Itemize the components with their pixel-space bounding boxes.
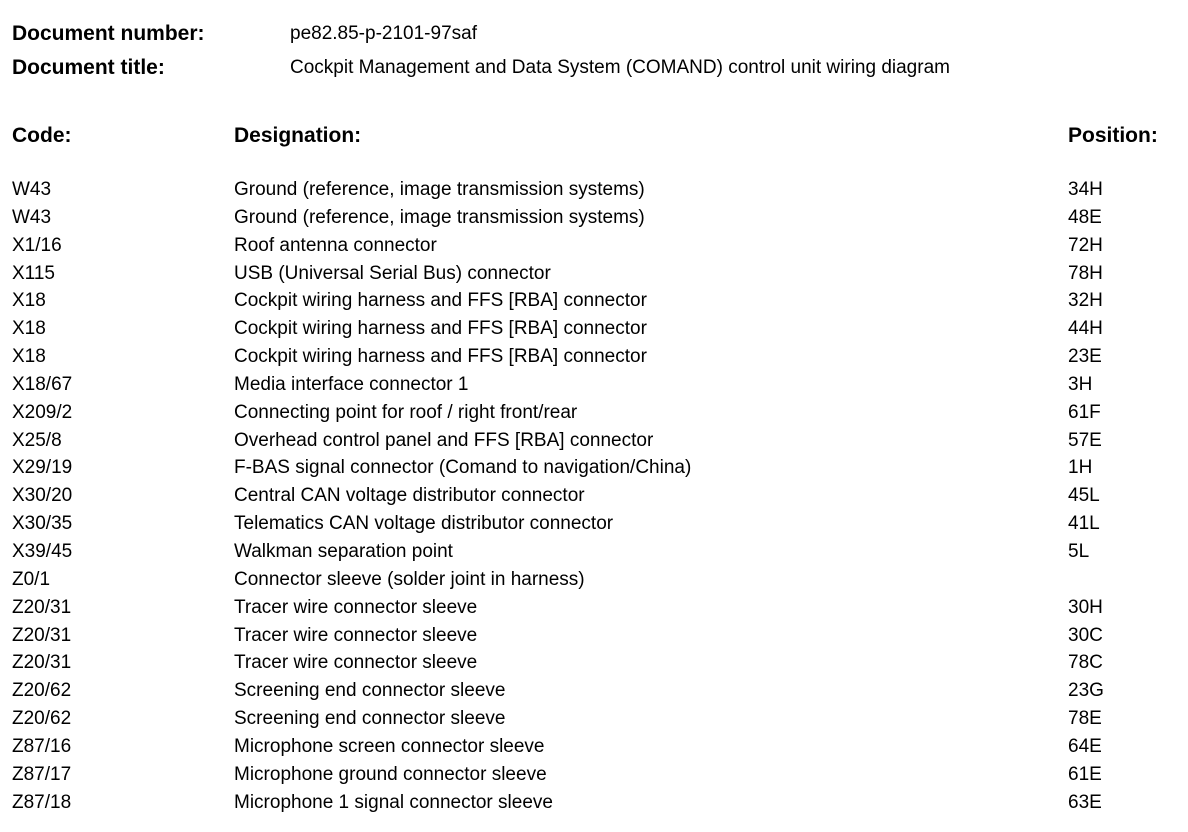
row-designation: Walkman separation point: [234, 540, 453, 562]
row-designation: Connector sleeve (solder joint in harness): [234, 568, 585, 590]
row-code: X29/19: [12, 457, 73, 479]
row-position: 30H: [1068, 596, 1103, 618]
document-title-label: Document title:: [12, 56, 165, 79]
row-position: 64E: [1068, 735, 1102, 757]
row-code: X209/2: [12, 401, 73, 423]
table-row: [0, 622, 1188, 650]
table-row: [0, 538, 1188, 566]
table-row: [0, 789, 1188, 817]
row-designation: Media interface connector 1: [234, 373, 469, 395]
row-code: Z87/18: [12, 791, 72, 813]
row-position: 45L: [1068, 485, 1100, 507]
row-position: 34H: [1068, 179, 1103, 200]
row-designation: Microphone screen connector sleeve: [234, 735, 545, 757]
table-row: [0, 204, 1188, 232]
row-designation: Central CAN voltage distributor connector: [234, 485, 585, 507]
row-code: W43: [12, 206, 52, 228]
row-code: X18: [12, 318, 46, 340]
row-position: 78E: [1068, 708, 1102, 730]
row-designation: Connecting point for roof / right front/rear: [234, 401, 578, 423]
row-code: Z20/62: [12, 708, 72, 730]
table-row: [0, 649, 1188, 677]
row-code: Z20/31: [12, 596, 72, 618]
row-code: Z20/31: [12, 652, 72, 674]
row-code: X39/45: [12, 540, 73, 562]
table-row: [0, 733, 1188, 761]
table-row: [0, 705, 1188, 733]
row-position: 61F: [1068, 401, 1101, 423]
table-row: [0, 454, 1188, 482]
table-row: [0, 566, 1188, 594]
row-code: Z87/17: [12, 763, 72, 785]
column-header-code: Code:: [12, 124, 72, 147]
row-designation: Tracer wire connector sleeve: [234, 624, 478, 646]
row-designation: Overhead control panel and FFS [RBA] connector: [234, 429, 654, 451]
row-position: 3H: [1068, 373, 1093, 395]
row-designation: Microphone 1 signal connector sleeve: [234, 791, 553, 813]
row-position: 23G: [1068, 680, 1104, 702]
table-row: [0, 287, 1188, 315]
row-code: Z0/1: [12, 568, 51, 590]
row-position: 48E: [1068, 206, 1102, 228]
row-designation: Tracer wire connector sleeve: [234, 652, 478, 674]
row-code: X25/8: [12, 429, 62, 451]
row-code: Z20/62: [12, 680, 72, 702]
table-row: [0, 371, 1188, 399]
table-row: [0, 343, 1188, 371]
row-code: X18: [12, 290, 46, 312]
row-designation: Roof antenna connector: [234, 234, 437, 256]
row-code: X30/20: [12, 485, 73, 507]
row-designation: Cockpit wiring harness and FFS [RBA] connector: [234, 290, 647, 312]
row-position: 63E: [1068, 791, 1102, 813]
table-row: [0, 510, 1188, 538]
row-designation: Telematics CAN voltage distributor connector: [234, 513, 614, 535]
row-position: 78H: [1068, 262, 1103, 284]
row-position: 78C: [1068, 652, 1103, 674]
row-code: X18: [12, 346, 46, 368]
table-row: [0, 399, 1188, 427]
row-designation: Cockpit wiring harness and FFS [RBA] connector: [234, 346, 647, 368]
table-row: [0, 677, 1188, 705]
document-number-value: pe82.85-p-2101-97saf: [290, 23, 477, 44]
table-row: [0, 427, 1188, 455]
document-title-value: Cockpit Management and Data System (COMAND) control unit wiring diagram: [290, 57, 950, 78]
row-position: 44H: [1068, 318, 1103, 340]
row-designation: Screening end connector sleeve: [234, 708, 506, 730]
table-row: [0, 260, 1188, 288]
row-designation: Ground (reference, image transmission systems): [234, 206, 645, 228]
table-row: [0, 315, 1188, 343]
column-header-position: Position:: [1068, 124, 1158, 147]
row-code: X115: [12, 262, 55, 284]
table-row: [0, 594, 1188, 622]
row-position: 41L: [1068, 513, 1100, 535]
row-code: Z87/16: [12, 735, 72, 757]
table-row: [0, 482, 1188, 510]
row-position: 61E: [1068, 763, 1102, 785]
row-designation: Ground (reference, image transmission systems): [234, 179, 645, 200]
row-code: X1/16: [12, 234, 62, 256]
row-position: 32H: [1068, 290, 1103, 312]
table-row: [0, 176, 1188, 204]
row-code: X18/67: [12, 373, 73, 395]
row-position: 72H: [1068, 234, 1103, 256]
row-code: Z20/31: [12, 624, 72, 646]
row-designation: Screening end connector sleeve: [234, 680, 506, 702]
table-row: [0, 232, 1188, 260]
row-position: 23E: [1068, 346, 1102, 368]
row-designation: Tracer wire connector sleeve: [234, 596, 478, 618]
row-code: W43: [12, 179, 52, 200]
row-position: 5L: [1068, 540, 1090, 562]
column-header-designation: Designation:: [234, 124, 362, 147]
row-designation: Microphone ground connector sleeve: [234, 763, 547, 785]
row-position: 57E: [1068, 429, 1102, 451]
row-designation: F-BAS signal connector (Comand to navigation/China): [234, 457, 692, 479]
row-code: X30/35: [12, 513, 73, 535]
document-number-label: Document number:: [12, 22, 205, 45]
row-designation: USB (Universal Serial Bus) connector: [234, 262, 551, 284]
row-position: 30C: [1068, 624, 1103, 646]
table-row: [0, 761, 1188, 789]
component-table: [0, 176, 1188, 816]
row-position: 1H: [1068, 457, 1093, 479]
row-designation: Cockpit wiring harness and FFS [RBA] connector: [234, 318, 647, 340]
